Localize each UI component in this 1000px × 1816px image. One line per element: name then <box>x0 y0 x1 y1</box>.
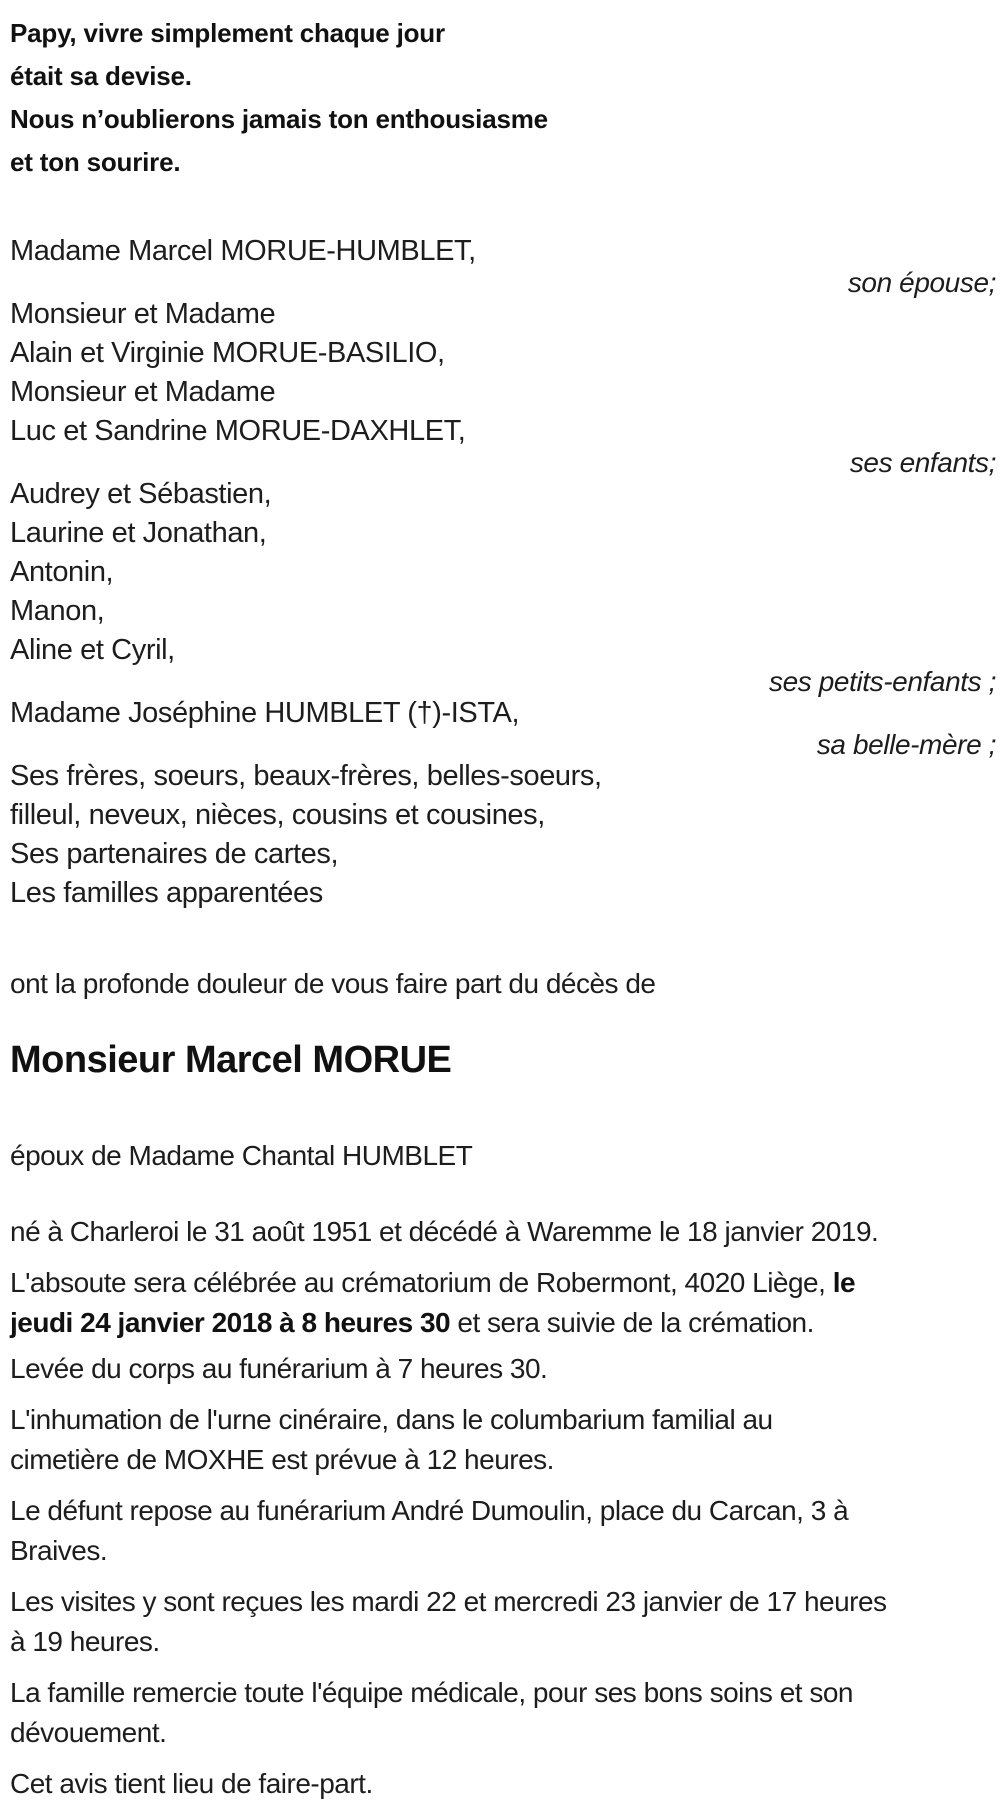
inhumation-line: L'inhumation de l'urne cinéraire, dans le columbarium familial au <box>10 1404 773 1435</box>
mourner-line: Luc et Sandrine MORUE-DAXHLET, <box>10 415 466 447</box>
mourner-line: Monsieur et Madame <box>10 376 276 408</box>
epitaph-line: était sa devise. <box>10 61 192 91</box>
repose-line: Le défunt repose au funérarium André Dumoulin, place du Carcan, 3 à <box>10 1495 849 1526</box>
announcement-line: ont la profonde douleur de vous faire part du décès de <box>10 968 656 999</box>
mourner-line: filleul, neveux, nièces, cousins et cousines, <box>10 799 545 831</box>
absoute-paragraph <box>10 1263 996 1343</box>
repose-line: Braives. <box>10 1535 108 1566</box>
epitaph-line: et ton sourire. <box>10 147 181 177</box>
deceased-name-title: Monsieur Marcel MORUE <box>10 1039 452 1081</box>
mourner-line: Madame Marcel MORUE-HUMBLET, <box>10 235 476 267</box>
mourner-line: Monsieur et Madame <box>10 298 276 330</box>
relation-label: ses enfants; <box>849 447 996 478</box>
remerciement-line: La famille remercie toute l'équipe médicale, pour ses bons soins et son <box>10 1677 853 1708</box>
mourner-line: Laurine et Jonathan, <box>10 517 267 549</box>
visites-line: à 19 heures. <box>10 1626 160 1657</box>
relation-label: ses petits-enfants ; <box>768 666 996 697</box>
ceremony-date-bold: le <box>832 1267 856 1298</box>
mourner-line: Aline et Cyril, <box>10 634 175 666</box>
visites-line: Les visites y sont reçues les mardi 22 et mercredi 23 janvier de 17 heures <box>10 1586 887 1617</box>
remerciement-paragraph <box>10 1673 996 1753</box>
remerciement-line: dévouement. <box>10 1717 167 1748</box>
mourner-line: Audrey et Sébastien, <box>10 478 272 510</box>
repose-paragraph <box>10 1491 996 1571</box>
absoute-text: et sera suivie de la crémation. <box>450 1307 814 1338</box>
visites-paragraph <box>10 1582 996 1662</box>
absoute-text: L'absoute sera célébrée au crématorium de Robermont, 4020 Liège, <box>10 1267 833 1298</box>
spouse-line: époux de Madame Chantal HUMBLET <box>10 1140 473 1171</box>
mourner-line: Antonin, <box>10 556 114 588</box>
mourner-line: Alain et Virginie MORUE-BASILIO, <box>10 337 445 369</box>
absoute-line-1 <box>10 1263 996 1303</box>
epitaph-block <box>10 0 996 184</box>
relation-label: sa belle-mère ; <box>816 729 996 760</box>
inhumation-paragraph <box>10 1400 996 1480</box>
inhumation-line: cimetière de MOXHE est prévue à 12 heures. <box>10 1444 554 1475</box>
relation-label: son épouse; <box>847 267 996 298</box>
mourners-list <box>10 232 996 913</box>
mourner-line: Ses partenaires de cartes, <box>10 838 339 870</box>
mourner-line: Manon, <box>10 595 105 627</box>
mourner-line: Ses frères, soeurs, beaux-frères, belles-soeurs, <box>10 760 602 792</box>
birth-death-line: né à Charleroi le 31 août 1951 et décédé à Waremme le 18 janvier 2019. <box>10 1216 879 1247</box>
absoute-line-2 <box>10 1303 996 1343</box>
faire-part-line: Cet avis tient lieu de faire-part. <box>10 1768 373 1799</box>
mourner-line: Madame Joséphine HUMBLET (†)-ISTA, <box>10 697 520 729</box>
epitaph-line: Papy, vivre simplement chaque jour <box>10 18 445 48</box>
epitaph-line: Nous n’oublierons jamais ton enthousiasme <box>10 104 548 134</box>
levee-line: Levée du corps au funérarium à 7 heures 30. <box>10 1353 548 1384</box>
ceremony-date-bold: jeudi 24 janvier 2018 à 8 heures 30 <box>10 1307 451 1338</box>
mourner-line: Les familles apparentées <box>10 877 323 909</box>
